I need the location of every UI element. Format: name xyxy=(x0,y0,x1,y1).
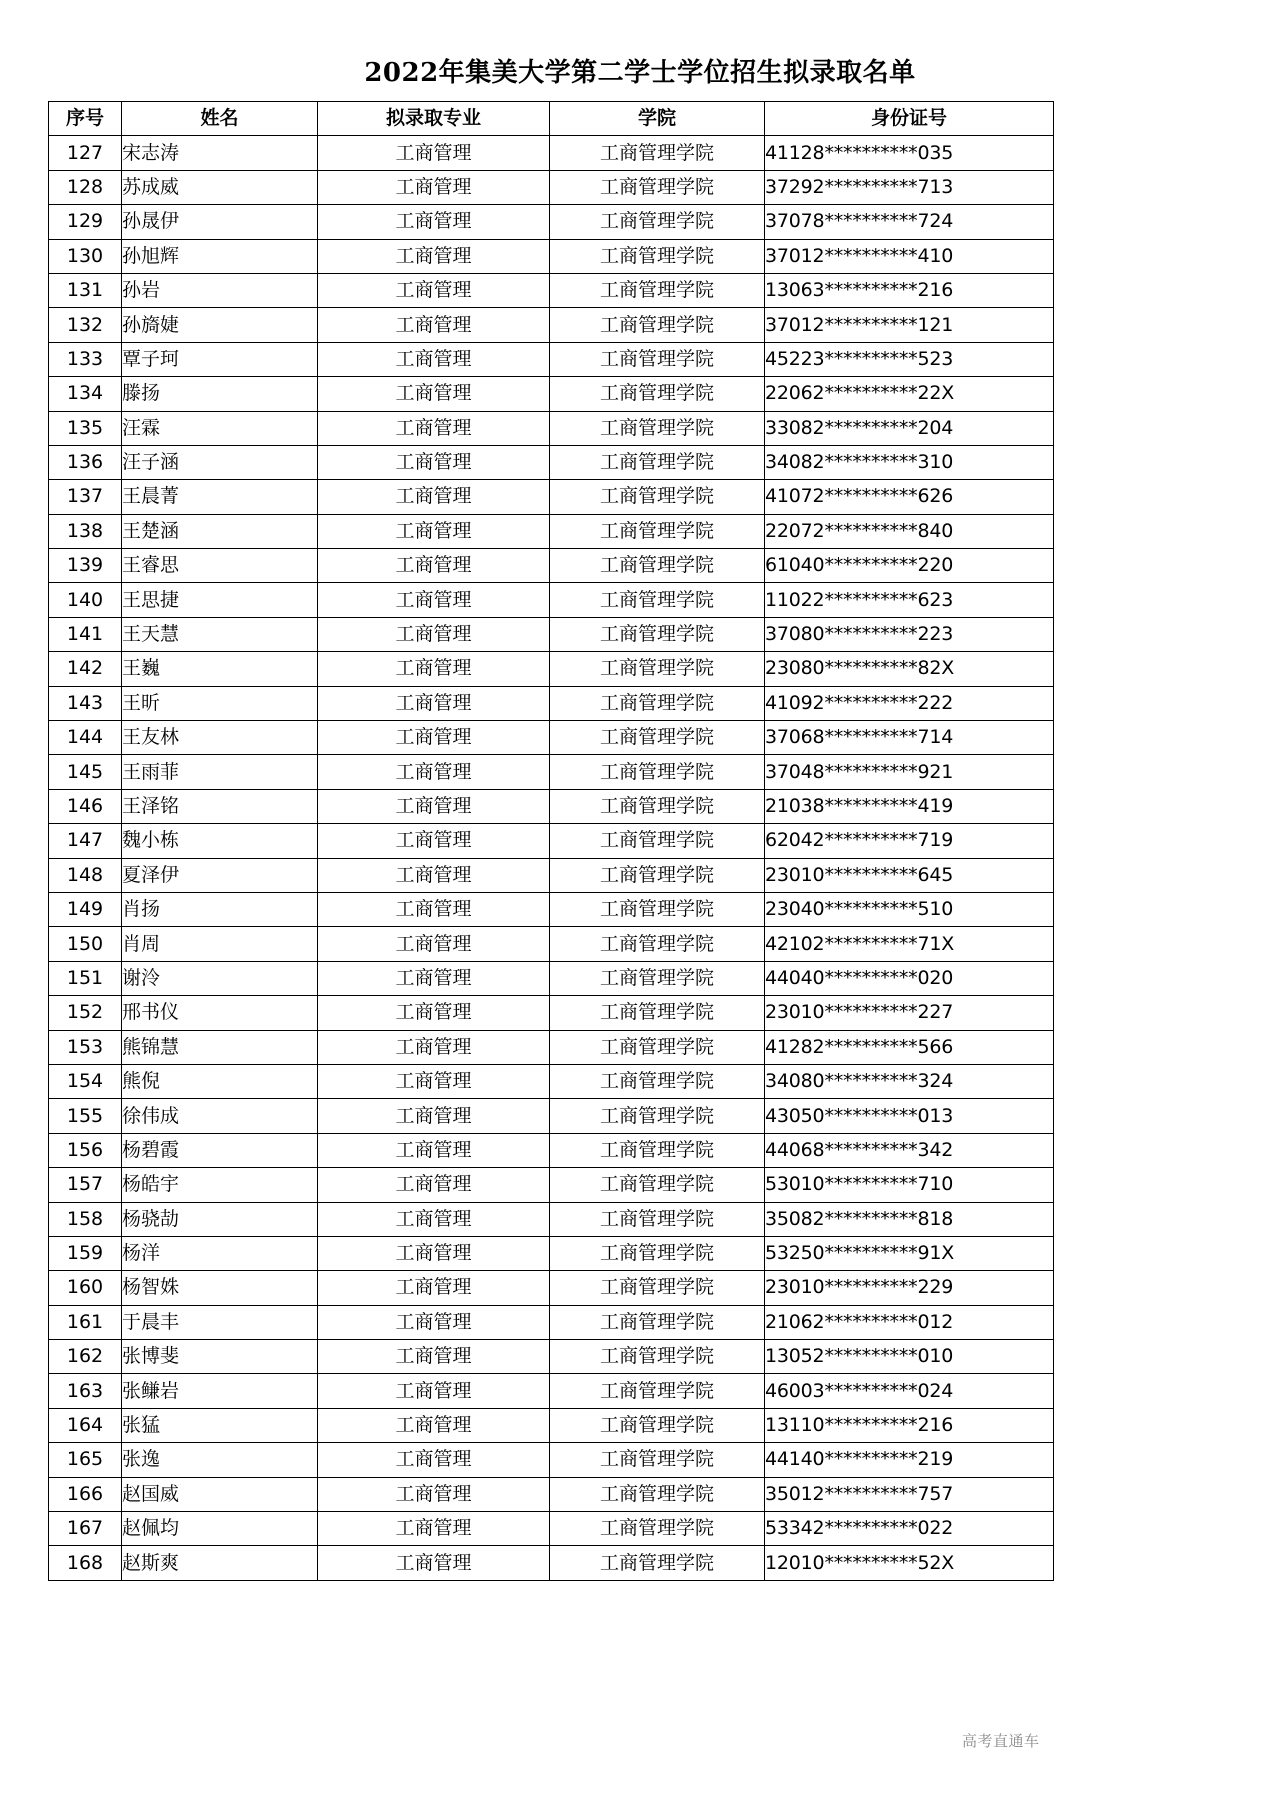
cell-college: 工商管理学院 xyxy=(550,617,765,651)
cell-index: 134 xyxy=(49,377,122,411)
table-row xyxy=(49,1443,1054,1477)
cell-id-number: 46003**********024 xyxy=(765,1374,1054,1408)
cell-index: 152 xyxy=(49,996,122,1030)
cell-index: 148 xyxy=(49,858,122,892)
cell-major: 工商管理 xyxy=(318,1512,550,1546)
table-row xyxy=(49,411,1054,445)
cell-college: 工商管理学院 xyxy=(550,858,765,892)
cell-major: 工商管理 xyxy=(318,170,550,204)
cell-index: 144 xyxy=(49,721,122,755)
cell-id-number: 23010**********229 xyxy=(765,1271,1054,1305)
table-header xyxy=(49,102,1054,136)
cell-major: 工商管理 xyxy=(318,1202,550,1236)
cell-index: 147 xyxy=(49,824,122,858)
cell-name: 王晨菁 xyxy=(122,480,318,514)
table-row xyxy=(49,377,1054,411)
table-row xyxy=(49,308,1054,342)
cell-id-number: 23010**********227 xyxy=(765,996,1054,1030)
cell-major: 工商管理 xyxy=(318,308,550,342)
cell-major: 工商管理 xyxy=(318,549,550,583)
cell-name: 于晨丰 xyxy=(122,1305,318,1339)
cell-name: 王昕 xyxy=(122,686,318,720)
cell-college: 工商管理学院 xyxy=(550,892,765,926)
cell-college: 工商管理学院 xyxy=(550,1546,765,1580)
table-row xyxy=(49,342,1054,376)
cell-name: 熊倪 xyxy=(122,1064,318,1098)
cell-name: 王楚涵 xyxy=(122,514,318,548)
cell-major: 工商管理 xyxy=(318,1064,550,1098)
cell-college: 工商管理学院 xyxy=(550,824,765,858)
page-title: 2022年集美大学第二学士学位招生拟录取名单 xyxy=(364,58,916,88)
cell-index: 136 xyxy=(49,445,122,479)
cell-major: 工商管理 xyxy=(318,996,550,1030)
watermark: 高考直通车 xyxy=(962,1732,1040,1750)
cell-major: 工商管理 xyxy=(318,927,550,961)
cell-index: 158 xyxy=(49,1202,122,1236)
table-row xyxy=(49,1236,1054,1270)
cell-id-number: 37048**********921 xyxy=(765,755,1054,789)
table-row xyxy=(49,239,1054,273)
table-row xyxy=(49,1099,1054,1133)
table-row xyxy=(49,1030,1054,1064)
cell-major: 工商管理 xyxy=(318,1099,550,1133)
cell-name: 王天慧 xyxy=(122,617,318,651)
cell-index: 162 xyxy=(49,1340,122,1374)
cell-name: 王雨菲 xyxy=(122,755,318,789)
cell-id-number: 53250**********91X xyxy=(765,1236,1054,1270)
cell-index: 157 xyxy=(49,1168,122,1202)
cell-id-number: 23080**********82X xyxy=(765,652,1054,686)
cell-index: 138 xyxy=(49,514,122,548)
cell-major: 工商管理 xyxy=(318,1477,550,1511)
cell-name: 孙旭辉 xyxy=(122,239,318,273)
cell-college: 工商管理学院 xyxy=(550,1477,765,1511)
cell-id-number: 41282**********566 xyxy=(765,1030,1054,1064)
roster-table-container xyxy=(48,101,1053,1581)
cell-name: 宋志涛 xyxy=(122,136,318,170)
cell-major: 工商管理 xyxy=(318,445,550,479)
cell-index: 161 xyxy=(49,1305,122,1339)
cell-college: 工商管理学院 xyxy=(550,755,765,789)
cell-id-number: 37292**********713 xyxy=(765,170,1054,204)
table-row xyxy=(49,927,1054,961)
cell-name: 杨碧霞 xyxy=(122,1133,318,1167)
cell-major: 工商管理 xyxy=(318,892,550,926)
cell-major: 工商管理 xyxy=(318,686,550,720)
table-row xyxy=(49,1271,1054,1305)
cell-name: 谢泠 xyxy=(122,961,318,995)
cell-major: 工商管理 xyxy=(318,1133,550,1167)
cell-major: 工商管理 xyxy=(318,136,550,170)
table-row xyxy=(49,652,1054,686)
table-row xyxy=(49,1202,1054,1236)
cell-index: 165 xyxy=(49,1443,122,1477)
cell-index: 163 xyxy=(49,1374,122,1408)
table-row xyxy=(49,549,1054,583)
cell-name: 赵佩均 xyxy=(122,1512,318,1546)
table-row xyxy=(49,961,1054,995)
table-row xyxy=(49,583,1054,617)
cell-id-number: 37012**********121 xyxy=(765,308,1054,342)
cell-major: 工商管理 xyxy=(318,1443,550,1477)
cell-college: 工商管理学院 xyxy=(550,1030,765,1064)
cell-index: 141 xyxy=(49,617,122,651)
table-row xyxy=(49,824,1054,858)
cell-college: 工商管理学院 xyxy=(550,377,765,411)
table-row xyxy=(49,273,1054,307)
cell-id-number: 62042**********719 xyxy=(765,824,1054,858)
table-header-row xyxy=(49,102,1054,136)
cell-college: 工商管理学院 xyxy=(550,273,765,307)
cell-name: 王巍 xyxy=(122,652,318,686)
cell-college: 工商管理学院 xyxy=(550,411,765,445)
cell-college: 工商管理学院 xyxy=(550,205,765,239)
cell-id-number: 22062**********22X xyxy=(765,377,1054,411)
cell-id-number: 44140**********219 xyxy=(765,1443,1054,1477)
cell-major: 工商管理 xyxy=(318,789,550,823)
cell-index: 139 xyxy=(49,549,122,583)
cell-college: 工商管理学院 xyxy=(550,1064,765,1098)
cell-major: 工商管理 xyxy=(318,1168,550,1202)
cell-major: 工商管理 xyxy=(318,342,550,376)
cell-id-number: 37080**********223 xyxy=(765,617,1054,651)
table-row xyxy=(49,480,1054,514)
cell-name: 夏泽伊 xyxy=(122,858,318,892)
table-row xyxy=(49,858,1054,892)
cell-id-number: 12010**********52X xyxy=(765,1546,1054,1580)
cell-name: 孙晟伊 xyxy=(122,205,318,239)
cell-index: 164 xyxy=(49,1408,122,1442)
cell-major: 工商管理 xyxy=(318,858,550,892)
cell-major: 工商管理 xyxy=(318,480,550,514)
cell-college: 工商管理学院 xyxy=(550,1512,765,1546)
cell-index: 146 xyxy=(49,789,122,823)
cell-name: 赵国威 xyxy=(122,1477,318,1511)
cell-college: 工商管理学院 xyxy=(550,1202,765,1236)
cell-index: 159 xyxy=(49,1236,122,1270)
cell-major: 工商管理 xyxy=(318,1271,550,1305)
table-row xyxy=(49,1305,1054,1339)
cell-name: 徐伟成 xyxy=(122,1099,318,1133)
cell-index: 143 xyxy=(49,686,122,720)
table-row xyxy=(49,1133,1054,1167)
cell-major: 工商管理 xyxy=(318,1030,550,1064)
cell-id-number: 13063**********216 xyxy=(765,273,1054,307)
cell-college: 工商管理学院 xyxy=(550,1443,765,1477)
cell-college: 工商管理学院 xyxy=(550,1099,765,1133)
table-row xyxy=(49,136,1054,170)
cell-index: 153 xyxy=(49,1030,122,1064)
cell-index: 127 xyxy=(49,136,122,170)
cell-id-number: 43050**********013 xyxy=(765,1099,1054,1133)
cell-name: 肖周 xyxy=(122,927,318,961)
cell-index: 149 xyxy=(49,892,122,926)
cell-college: 工商管理学院 xyxy=(550,514,765,548)
cell-id-number: 53010**********710 xyxy=(765,1168,1054,1202)
cell-id-number: 11022**********623 xyxy=(765,583,1054,617)
cell-id-number: 37078**********724 xyxy=(765,205,1054,239)
table-row xyxy=(49,996,1054,1030)
cell-index: 166 xyxy=(49,1477,122,1511)
cell-major: 工商管理 xyxy=(318,1546,550,1580)
table-row xyxy=(49,789,1054,823)
cell-id-number: 22072**********840 xyxy=(765,514,1054,548)
cell-major: 工商管理 xyxy=(318,1408,550,1442)
cell-id-number: 45223**********523 xyxy=(765,342,1054,376)
table-row xyxy=(49,1477,1054,1511)
cell-college: 工商管理学院 xyxy=(550,721,765,755)
cell-college: 工商管理学院 xyxy=(550,1271,765,1305)
table-row xyxy=(49,617,1054,651)
cell-college: 工商管理学院 xyxy=(550,1408,765,1442)
cell-id-number: 37068**********714 xyxy=(765,721,1054,755)
cell-college: 工商管理学院 xyxy=(550,308,765,342)
cell-index: 154 xyxy=(49,1064,122,1098)
cell-id-number: 41128**********035 xyxy=(765,136,1054,170)
cell-name: 苏成威 xyxy=(122,170,318,204)
cell-college: 工商管理学院 xyxy=(550,927,765,961)
cell-id-number: 21038**********419 xyxy=(765,789,1054,823)
cell-college: 工商管理学院 xyxy=(550,1133,765,1167)
column-header-index: 序号 xyxy=(49,102,122,136)
cell-index: 129 xyxy=(49,205,122,239)
cell-name: 张博斐 xyxy=(122,1340,318,1374)
cell-name: 张鳒岩 xyxy=(122,1374,318,1408)
cell-index: 137 xyxy=(49,480,122,514)
cell-id-number: 41092**********222 xyxy=(765,686,1054,720)
cell-index: 128 xyxy=(49,170,122,204)
cell-major: 工商管理 xyxy=(318,1305,550,1339)
cell-index: 156 xyxy=(49,1133,122,1167)
cell-major: 工商管理 xyxy=(318,273,550,307)
cell-index: 151 xyxy=(49,961,122,995)
cell-id-number: 37012**********410 xyxy=(765,239,1054,273)
cell-college: 工商管理学院 xyxy=(550,961,765,995)
table-row xyxy=(49,686,1054,720)
cell-index: 150 xyxy=(49,927,122,961)
cell-college: 工商管理学院 xyxy=(550,996,765,1030)
cell-id-number: 53342**********022 xyxy=(765,1512,1054,1546)
cell-name: 熊锦慧 xyxy=(122,1030,318,1064)
cell-college: 工商管理学院 xyxy=(550,583,765,617)
cell-major: 工商管理 xyxy=(318,205,550,239)
cell-major: 工商管理 xyxy=(318,755,550,789)
cell-college: 工商管理学院 xyxy=(550,1374,765,1408)
cell-name: 魏小栋 xyxy=(122,824,318,858)
cell-id-number: 21062**********012 xyxy=(765,1305,1054,1339)
cell-name: 杨皓宇 xyxy=(122,1168,318,1202)
cell-id-number: 35012**********757 xyxy=(765,1477,1054,1511)
cell-id-number: 23040**********510 xyxy=(765,892,1054,926)
cell-name: 王思捷 xyxy=(122,583,318,617)
cell-name: 邢书仪 xyxy=(122,996,318,1030)
table-row xyxy=(49,1340,1054,1374)
column-header-id-number: 身份证号 xyxy=(765,102,1054,136)
cell-id-number: 41072**********626 xyxy=(765,480,1054,514)
table-row xyxy=(49,1512,1054,1546)
cell-college: 工商管理学院 xyxy=(550,170,765,204)
cell-id-number: 44040**********020 xyxy=(765,961,1054,995)
cell-major: 工商管理 xyxy=(318,1236,550,1270)
cell-major: 工商管理 xyxy=(318,514,550,548)
cell-index: 160 xyxy=(49,1271,122,1305)
column-header-college: 学院 xyxy=(550,102,765,136)
table-row xyxy=(49,892,1054,926)
cell-college: 工商管理学院 xyxy=(550,789,765,823)
cell-major: 工商管理 xyxy=(318,652,550,686)
cell-index: 133 xyxy=(49,342,122,376)
cell-name: 张逸 xyxy=(122,1443,318,1477)
cell-id-number: 42102**********71X xyxy=(765,927,1054,961)
cell-index: 132 xyxy=(49,308,122,342)
cell-name: 孙旖婕 xyxy=(122,308,318,342)
cell-major: 工商管理 xyxy=(318,239,550,273)
cell-id-number: 13110**********216 xyxy=(765,1408,1054,1442)
table-row xyxy=(49,1168,1054,1202)
column-header-name: 姓名 xyxy=(122,102,318,136)
cell-id-number: 33082**********204 xyxy=(765,411,1054,445)
table-row xyxy=(49,514,1054,548)
cell-index: 130 xyxy=(49,239,122,273)
cell-name: 滕扬 xyxy=(122,377,318,411)
cell-name: 汪霖 xyxy=(122,411,318,445)
table-row xyxy=(49,755,1054,789)
table-row xyxy=(49,1374,1054,1408)
cell-name: 杨洋 xyxy=(122,1236,318,1270)
cell-college: 工商管理学院 xyxy=(550,1236,765,1270)
table-row xyxy=(49,445,1054,479)
cell-name: 王睿思 xyxy=(122,549,318,583)
table-row xyxy=(49,721,1054,755)
cell-college: 工商管理学院 xyxy=(550,1340,765,1374)
cell-major: 工商管理 xyxy=(318,583,550,617)
cell-college: 工商管理学院 xyxy=(550,686,765,720)
cell-index: 155 xyxy=(49,1099,122,1133)
cell-id-number: 35082**********818 xyxy=(765,1202,1054,1236)
cell-name: 汪子涵 xyxy=(122,445,318,479)
cell-college: 工商管理学院 xyxy=(550,1168,765,1202)
cell-name: 覃子珂 xyxy=(122,342,318,376)
cell-id-number: 23010**********645 xyxy=(765,858,1054,892)
admission-roster-table xyxy=(48,101,1054,1581)
cell-major: 工商管理 xyxy=(318,377,550,411)
cell-id-number: 61040**********220 xyxy=(765,549,1054,583)
table-row xyxy=(49,1546,1054,1580)
cell-name: 张猛 xyxy=(122,1408,318,1442)
cell-id-number: 34082**********310 xyxy=(765,445,1054,479)
cell-id-number: 44068**********342 xyxy=(765,1133,1054,1167)
table-row xyxy=(49,1064,1054,1098)
cell-major: 工商管理 xyxy=(318,824,550,858)
cell-college: 工商管理学院 xyxy=(550,549,765,583)
cell-college: 工商管理学院 xyxy=(550,445,765,479)
cell-name: 孙岩 xyxy=(122,273,318,307)
cell-major: 工商管理 xyxy=(318,411,550,445)
cell-college: 工商管理学院 xyxy=(550,342,765,376)
cell-college: 工商管理学院 xyxy=(550,239,765,273)
cell-major: 工商管理 xyxy=(318,1340,550,1374)
cell-id-number: 13052**********010 xyxy=(765,1340,1054,1374)
cell-index: 140 xyxy=(49,583,122,617)
cell-major: 工商管理 xyxy=(318,961,550,995)
cell-major: 工商管理 xyxy=(318,1374,550,1408)
cell-name: 杨智姝 xyxy=(122,1271,318,1305)
cell-college: 工商管理学院 xyxy=(550,652,765,686)
cell-index: 145 xyxy=(49,755,122,789)
cell-index: 167 xyxy=(49,1512,122,1546)
cell-major: 工商管理 xyxy=(318,721,550,755)
table-body xyxy=(49,136,1054,1580)
column-header-major: 拟录取专业 xyxy=(318,102,550,136)
cell-college: 工商管理学院 xyxy=(550,480,765,514)
cell-name: 杨骁劼 xyxy=(122,1202,318,1236)
cell-name: 肖扬 xyxy=(122,892,318,926)
cell-id-number: 34080**********324 xyxy=(765,1064,1054,1098)
table-row xyxy=(49,1408,1054,1442)
cell-major: 工商管理 xyxy=(318,617,550,651)
table-row xyxy=(49,170,1054,204)
cell-name: 赵斯爽 xyxy=(122,1546,318,1580)
cell-index: 168 xyxy=(49,1546,122,1580)
table-row xyxy=(49,205,1054,239)
cell-name: 王友林 xyxy=(122,721,318,755)
cell-college: 工商管理学院 xyxy=(550,136,765,170)
cell-index: 135 xyxy=(49,411,122,445)
cell-college: 工商管理学院 xyxy=(550,1305,765,1339)
cell-name: 王泽铭 xyxy=(122,789,318,823)
cell-index: 131 xyxy=(49,273,122,307)
cell-index: 142 xyxy=(49,652,122,686)
